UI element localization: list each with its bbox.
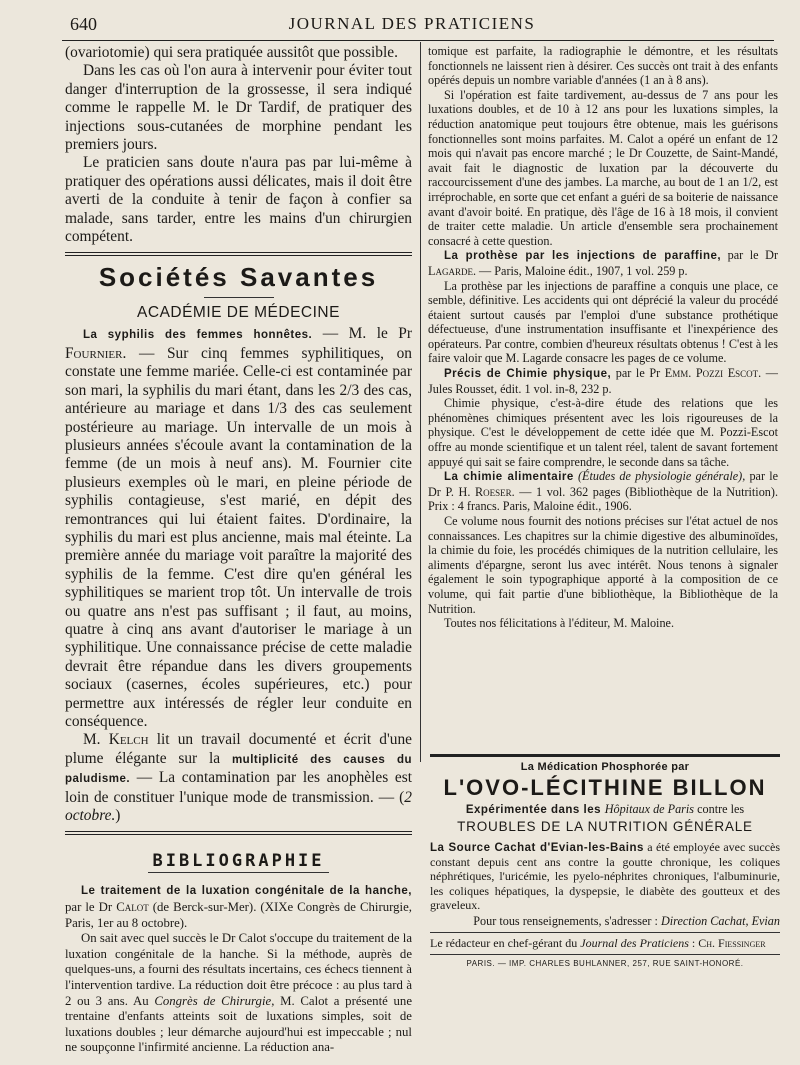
- ad-sub-post: contre les: [694, 802, 745, 816]
- ad-top-rule: [430, 754, 780, 757]
- luxation-body-pre: On sait avec quel succès le Dr Calot s'occupe du traitement de la luxation congénitale de la hanche. Si la méthode, auprès de quelques-uns, a fourni des résultats incertains, ces échecs tiennent à l'intervention tardive. La réduction doit être précoce : au plus tard à 2 ou 3 ans. Au: [65, 931, 412, 1008]
- printer-line: PARIS. — IMP. CHARLES BUHLANNER, 257, RUE SAINT-HONORÉ.: [466, 959, 744, 969]
- advertisement: [430, 754, 780, 968]
- editor-pre: Le rédacteur en chef-gérant du: [430, 936, 581, 951]
- precis-body: Chimie physique, c'est-à-dire étude des relations que les phénomènes chimiques présentent avec les lois rigoureuses de la physique. C'est le développement de cette idée que M. Pozzi-Escot offre au monde scientifique et un talent réel, talent de savant fortement appuyé qui sait se faire comprendre, le seconde dans sa tâche.: [428, 396, 778, 469]
- luxation-body: [65, 931, 412, 1056]
- biblio-heading: BIBLIOGRAPHIE: [148, 851, 328, 873]
- chimie-body: Ce volume nous fournit des notions précises sur l'état actuel de nos connaissances. Les chapitres sur la chimie digestive des albuminoïdes, la chimie du foie, les procédés chimiques de la nutrition cellulaire, les aliments d'épargne, seront lus avec intérêt. Nous tenons à signaler également le soin typographique apporté à la composition de ce volume, qui fait partie d'une bibliothèque, la Bibliothèque de la Nutrition.: [428, 514, 778, 616]
- ad-sub-italic: Hôpitaux de Paris: [604, 802, 695, 816]
- ad-body-text: a été employée avec succès constant depuis cent ans contre la goutte chronique, les coliques néphrétiques, l'uricémie, les pyelo-néphrites chroniques, l'albuminurie, les coliques hépatiques, la dyspepsie, le diabète des goutteux et des graveleux.: [430, 840, 780, 912]
- luxation-title: Le traitement de la luxation congénitale de la hanche,: [81, 885, 412, 898]
- syphilis-article: [65, 325, 412, 731]
- luxation-ref: (de Berck-sur-Mer). (XIXe Congrès de Chirurgie, Paris, 1er au 8 octobre).: [65, 900, 412, 930]
- ad-body-title: La Source Cachat d'Evian-les-Bains: [430, 842, 644, 854]
- chimie-ref: — 1 vol. 362 pages (Bibliothèque de la Nutrition). Prix : 4 francs. Paris, Maloine édit., 1906.: [428, 484, 778, 514]
- congratulations: Toutes nos félicitations à l'éditeur, M. Maloine.: [444, 616, 674, 631]
- ad-contact-pre: Pour tous renseignements, s'adresser :: [473, 914, 661, 929]
- prothese-body: La prothèse par les injections de paraffine a conquis une place, ce semble, définitive. Les accidents qui ont déprécié la valeur du procédé étaient surtout causés par l'emploi d'une substance prothétique défectueuse, d'une instrumentation insuffisante et l'inexpérience des opérateurs. Par contre, combien d'heureux résultats obtenus ! C'est à les faire valoir que M. Lagarde consacre les pages de ce volume.: [428, 278, 778, 366]
- intro-paragraph-1: (ovariotomie) qui sera pratiquée aussitôt que possible.: [65, 44, 398, 61]
- academie-heading: ACADÉMIE DE MÉDECINE: [137, 304, 340, 322]
- right-column: [428, 44, 778, 631]
- syphilis-author-prefix: — M. le Pr: [312, 325, 412, 343]
- kelch-pre: lit un travail documenté et écrit d'une plume élégante sur la: [65, 731, 412, 767]
- editor-rule-bottom: [430, 954, 780, 955]
- intro-paragraph-3: Le praticien sans doute n'aura pas par lui-même à pratiquer des opérations aussi délicates, mais il doit être averti de la conduite à tenir de façon à confier sa malade, sans tarder, entre les mains d'un chirurgien compétent.: [65, 154, 412, 246]
- precis-reference: [428, 366, 778, 396]
- chimie-title: La chimie alimentaire: [444, 471, 574, 484]
- left-column: [65, 44, 412, 1056]
- syphilis-author: Fournier.: [65, 344, 127, 362]
- ad-troubles: TROUBLES DE LA NUTRITION GÉNÉRALE: [457, 819, 753, 834]
- chimie-reference: [428, 469, 778, 514]
- ad-contact-italic: Direction Cachat, Evian: [660, 914, 780, 929]
- syphilis-body: — Sur cinq femmes syphilitiques, on constate une femme mariée. Celle-ci est contaminée par son mari, la syphilis du mari étant, dans les 2/3 des cas, antérieure au mariage et dans 1/3 des cas seulement postérieure au mariage. Un intervalle de un mois à plusieurs années s'écoule avant la contamination de la femme (de un mois à neuf ans). M. Fournier cite plusieurs exemples où le mari, en pleine période de syphilis contagieuse, s'est marié, en dépit des remontrances qui lui étaient faites. D'ordinaire, la syphilis du mari est plus ancienne, mais mal éteinte. La première année du mariage voit paraître la majorité des syphilis de la femme. C'est dire qu'en général les syphilitiques se marient trop tôt. Un intervalle de trois ou quatre ans n'est pas suffisant ; il faut, au moins, quatre à cinq ans avant d'autoriser le mariage à un syphilitique. Une connaissance précise de cette maladie devrait être répandue dans les divers groupements sociaux (casernes, écoles supérieures, etc.) pour permettre aux intéressés de régler leur conduite en conséquence.: [65, 344, 412, 730]
- section-title: Sociétés Savantes: [98, 262, 379, 293]
- ad-title: L'OVO-LÉCITHINE BILLON: [443, 775, 767, 800]
- chimie-paren: (Études de physiologie générale),: [573, 469, 746, 484]
- section-underline: [204, 297, 274, 298]
- prothese-ref-pre: par le Dr: [721, 248, 778, 263]
- syphilis-title: La syphilis des femmes honnêtes.: [83, 329, 313, 342]
- luxation-body-post: , M. Calot a présenté une trentaine d'enfants atteints soit de luxations simples, soit de luxations doubles ; leur démarche aujourd'hui est impeccable ; nul ne soupçonne l'infirmité ancienne. La réduction ana-: [65, 993, 413, 1055]
- luxation-continued: tomique est parfaite, la radiographie le démontre, et les résultats fonctionnels ne laissent rien à désirer. Ces succès ont trait à des enfants opérés depuis un nombre variable d'années (1 an à 8 ans).: [428, 44, 778, 88]
- kelch-post: — La contamination par les anophèles est loin de constituer l'unique mode de transmission. — (: [65, 769, 412, 806]
- prothese-author: Lagarde.: [428, 263, 476, 278]
- kelch-date: 2 octobre.: [65, 788, 412, 825]
- kelch-name: M. Kelch: [83, 731, 149, 749]
- journal-title: JOURNAL DES PRATICIENS: [288, 14, 536, 33]
- kelch-article: [65, 731, 412, 825]
- header-rule: [62, 40, 774, 41]
- editor-rule-top: [430, 932, 780, 933]
- precis-title: Précis de Chimie physique,: [444, 368, 612, 381]
- intro-paragraph-2: Dans les cas où l'on aura à intervenir pour éviter tout danger d'interruption de la grossesse, il sera indiqué comme le rappelle M. le Dr Tardif, de pratiquer des injections sous-cutanées de morphine pendant les premiers jours.: [65, 62, 412, 154]
- prothese-title: La prothèse par les injections de paraffine,: [444, 250, 722, 263]
- kelch-topic: multiplicité des causes du paludisme.: [65, 753, 413, 786]
- ad-kicker: La Médication Phosphorée par: [520, 761, 690, 773]
- chimie-ref-pre: par le Dr P. H.: [428, 469, 779, 499]
- precis-ref-pre: par le Pr: [611, 366, 665, 381]
- editor-journal: Journal des Praticiens: [580, 936, 689, 951]
- chimie-author: Roeser.: [474, 484, 515, 499]
- ad-sub-pre: Expérimentée dans les: [465, 804, 605, 816]
- kelch-close: ): [115, 807, 121, 825]
- page-header: [62, 10, 762, 40]
- ad-subtitle: [430, 802, 780, 817]
- column-divider: [420, 42, 421, 762]
- editor-post: : Ch. Fiessinger: [688, 936, 766, 951]
- prothese-reference: [428, 248, 778, 278]
- editor-line: [430, 936, 780, 951]
- luxation-author: Calot: [116, 900, 149, 915]
- page-number: 640: [70, 14, 97, 34]
- biblio-rule: [65, 831, 412, 835]
- biblio-heading-wrap: [65, 841, 412, 883]
- section-rule: [65, 252, 412, 256]
- luxation-late-operation: Si l'opération est faite tardivement, au-dessus de 7 ans pour les luxations doubles, et de 10 à 12 ans pour les luxations simples, la réduction anatomique peut toujours être obtenue, mais les guérisons fonctionnelles sont moins parfaites. M. Calot a opéré un enfant de 12 mois qui n'avait pas encore marché ; le Dr Couzette, de Saint-Mandé, avait fait le diagnostic de luxation par la découverte du raccourcissement d'une des jambes. La marche, au bout de 1 an 1/2, est irréprochable, en sorte que cet enfant a guéri de sa boiterie de naissance avant d'avoir boité. En pratique, dès l'âge de 16 à 18 mois, il convient de traiter cette maladie. Un article d'ensemble sera prochainement consacré à cette question.: [428, 87, 778, 248]
- precis-author: Emm. Pozzi Escot.: [664, 366, 762, 381]
- ad-contact: [430, 914, 780, 929]
- prothese-ref: — Paris, Maloine édit., 1907, 1 vol. 259 p.: [476, 263, 688, 278]
- precis-ref: — Jules Rousset, édit. 1 vol. in-8, 232 p.: [428, 366, 778, 396]
- ad-body: [430, 840, 780, 912]
- luxation-reference: [65, 883, 412, 931]
- luxation-ref-pre: par le Dr: [65, 900, 117, 915]
- luxation-congres: Congrès de Chirurgie: [154, 993, 272, 1008]
